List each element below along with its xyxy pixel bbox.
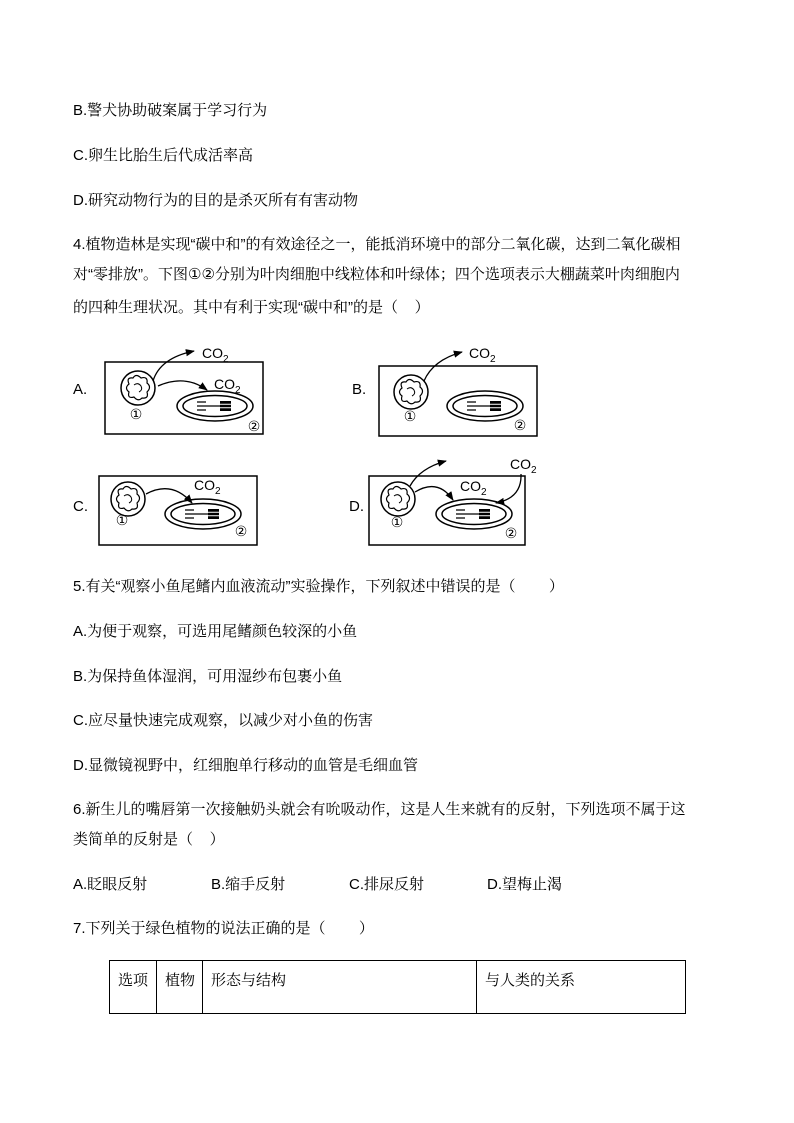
co2-subscript: 2: [215, 486, 221, 497]
co2-formula: CO: [469, 345, 490, 361]
q5-option-a: A.为便于观察，可选用尾鳍颜色较深的小鱼: [73, 623, 358, 640]
q5-stem: 5.有关“观察小鱼尾鳍内血液流动”实验操作，下列叙述中错误的是（ ）: [73, 578, 564, 595]
chloroplast-mark: ②: [513, 417, 527, 433]
co2-subscript: 2: [531, 465, 537, 476]
q6-option-c: C.排尿反射: [349, 876, 425, 893]
q4-stem-line-3: 的四种生理状况。其中有利于实现“碳中和”的是（ ）: [73, 299, 430, 316]
chloroplast-mark: ②: [504, 525, 518, 541]
co2-subscript: 2: [481, 487, 487, 498]
table-header-relation: 与人类的关系: [477, 961, 686, 1014]
co2-label: [510, 456, 537, 476]
q4-option-a-label: A.: [73, 381, 88, 398]
chloroplast-icon: [165, 499, 241, 529]
q4-option-d-label: D.: [349, 498, 364, 515]
q4-stem-line-2: 对“零排放”。下图①②分别为叶肉细胞中线粒体和叶绿体；四个选项表示大棚蔬菜叶肉细胞内: [73, 266, 680, 283]
q5-option-c: C.应尽量快速完成观察，以减少对小鱼的伤害: [73, 712, 374, 729]
q6-stem-line-1: 6.新生儿的嘴唇第一次接触奶头就会有吮吸动作，这是人生来就有的反射，下列选项不属于这: [73, 801, 686, 818]
chloroplast-mark: ②: [234, 523, 248, 539]
q6-option-d: D.望梅止渴: [487, 876, 563, 893]
table-header-row: [110, 961, 686, 1014]
table-header-option: 选项: [110, 961, 157, 1014]
mitochondrion-icon: [111, 482, 145, 516]
co2-label: [469, 345, 496, 365]
mitochondrion-mark: ①: [390, 514, 404, 530]
q6-option-a: A.眨眼反射: [73, 876, 148, 893]
q5-option-d: D.显微镜视野中，红细胞单行移动的血管是毛细血管: [73, 757, 419, 774]
q6-stem-line-2: 类简单的反射是（ ）: [73, 831, 225, 848]
q3-option-c: C.卵生比胎生后代成活率高: [73, 147, 254, 164]
chloroplast-icon: [177, 391, 253, 421]
co2-formula: CO: [460, 478, 481, 494]
co2-subscript: 2: [235, 385, 241, 396]
mitochondrion-mark: ①: [115, 512, 129, 528]
diagram-c: [99, 476, 257, 545]
co2-formula: CO: [510, 456, 531, 472]
mitochondrion-mark: ①: [129, 406, 143, 422]
chloroplast-icon: [447, 391, 523, 421]
co2-subscript: 2: [223, 354, 229, 365]
mitochondrion-icon: [381, 482, 415, 516]
mitochondrion-mark: ①: [403, 408, 417, 424]
q7-stem: 7.下列关于绿色植物的说法正确的是（ ）: [73, 920, 374, 937]
diagram-a: [105, 345, 263, 434]
q4-stem-line-1: 4.植物造林是实现“碳中和”的有效途径之一，能抵消环境中的部分二氧化碳，达到二氧化碳相: [73, 236, 681, 253]
q6-option-b: B.缩手反射: [211, 876, 286, 893]
table-header-plant: 植物: [157, 961, 203, 1014]
co2-formula: CO: [202, 345, 223, 361]
q7-table: [109, 960, 686, 1014]
q4-option-b-label: B.: [352, 381, 367, 398]
table-header-structure: 形态与结构: [203, 961, 477, 1014]
q4-option-c-label: C.: [73, 498, 88, 515]
chloroplast-mark: ②: [247, 418, 261, 434]
q4-diagrams: [0, 330, 794, 560]
q5-option-b: B.为保持鱼体湿润，可用湿纱布包裹小鱼: [73, 668, 343, 685]
q3-option-b: B.警犬协助破案属于学习行为: [73, 102, 268, 119]
co2-formula: CO: [214, 376, 235, 392]
mitochondrion-icon: [121, 371, 155, 405]
mitochondrion-icon: [394, 375, 428, 409]
diagram-b: [379, 345, 537, 436]
diagram-d: [369, 456, 537, 545]
q3-option-d: D.研究动物行为的目的是杀灭所有有害动物: [73, 192, 359, 209]
chloroplast-icon: [436, 499, 512, 529]
co2-formula: CO: [194, 477, 215, 493]
co2-subscript: 2: [490, 354, 496, 365]
